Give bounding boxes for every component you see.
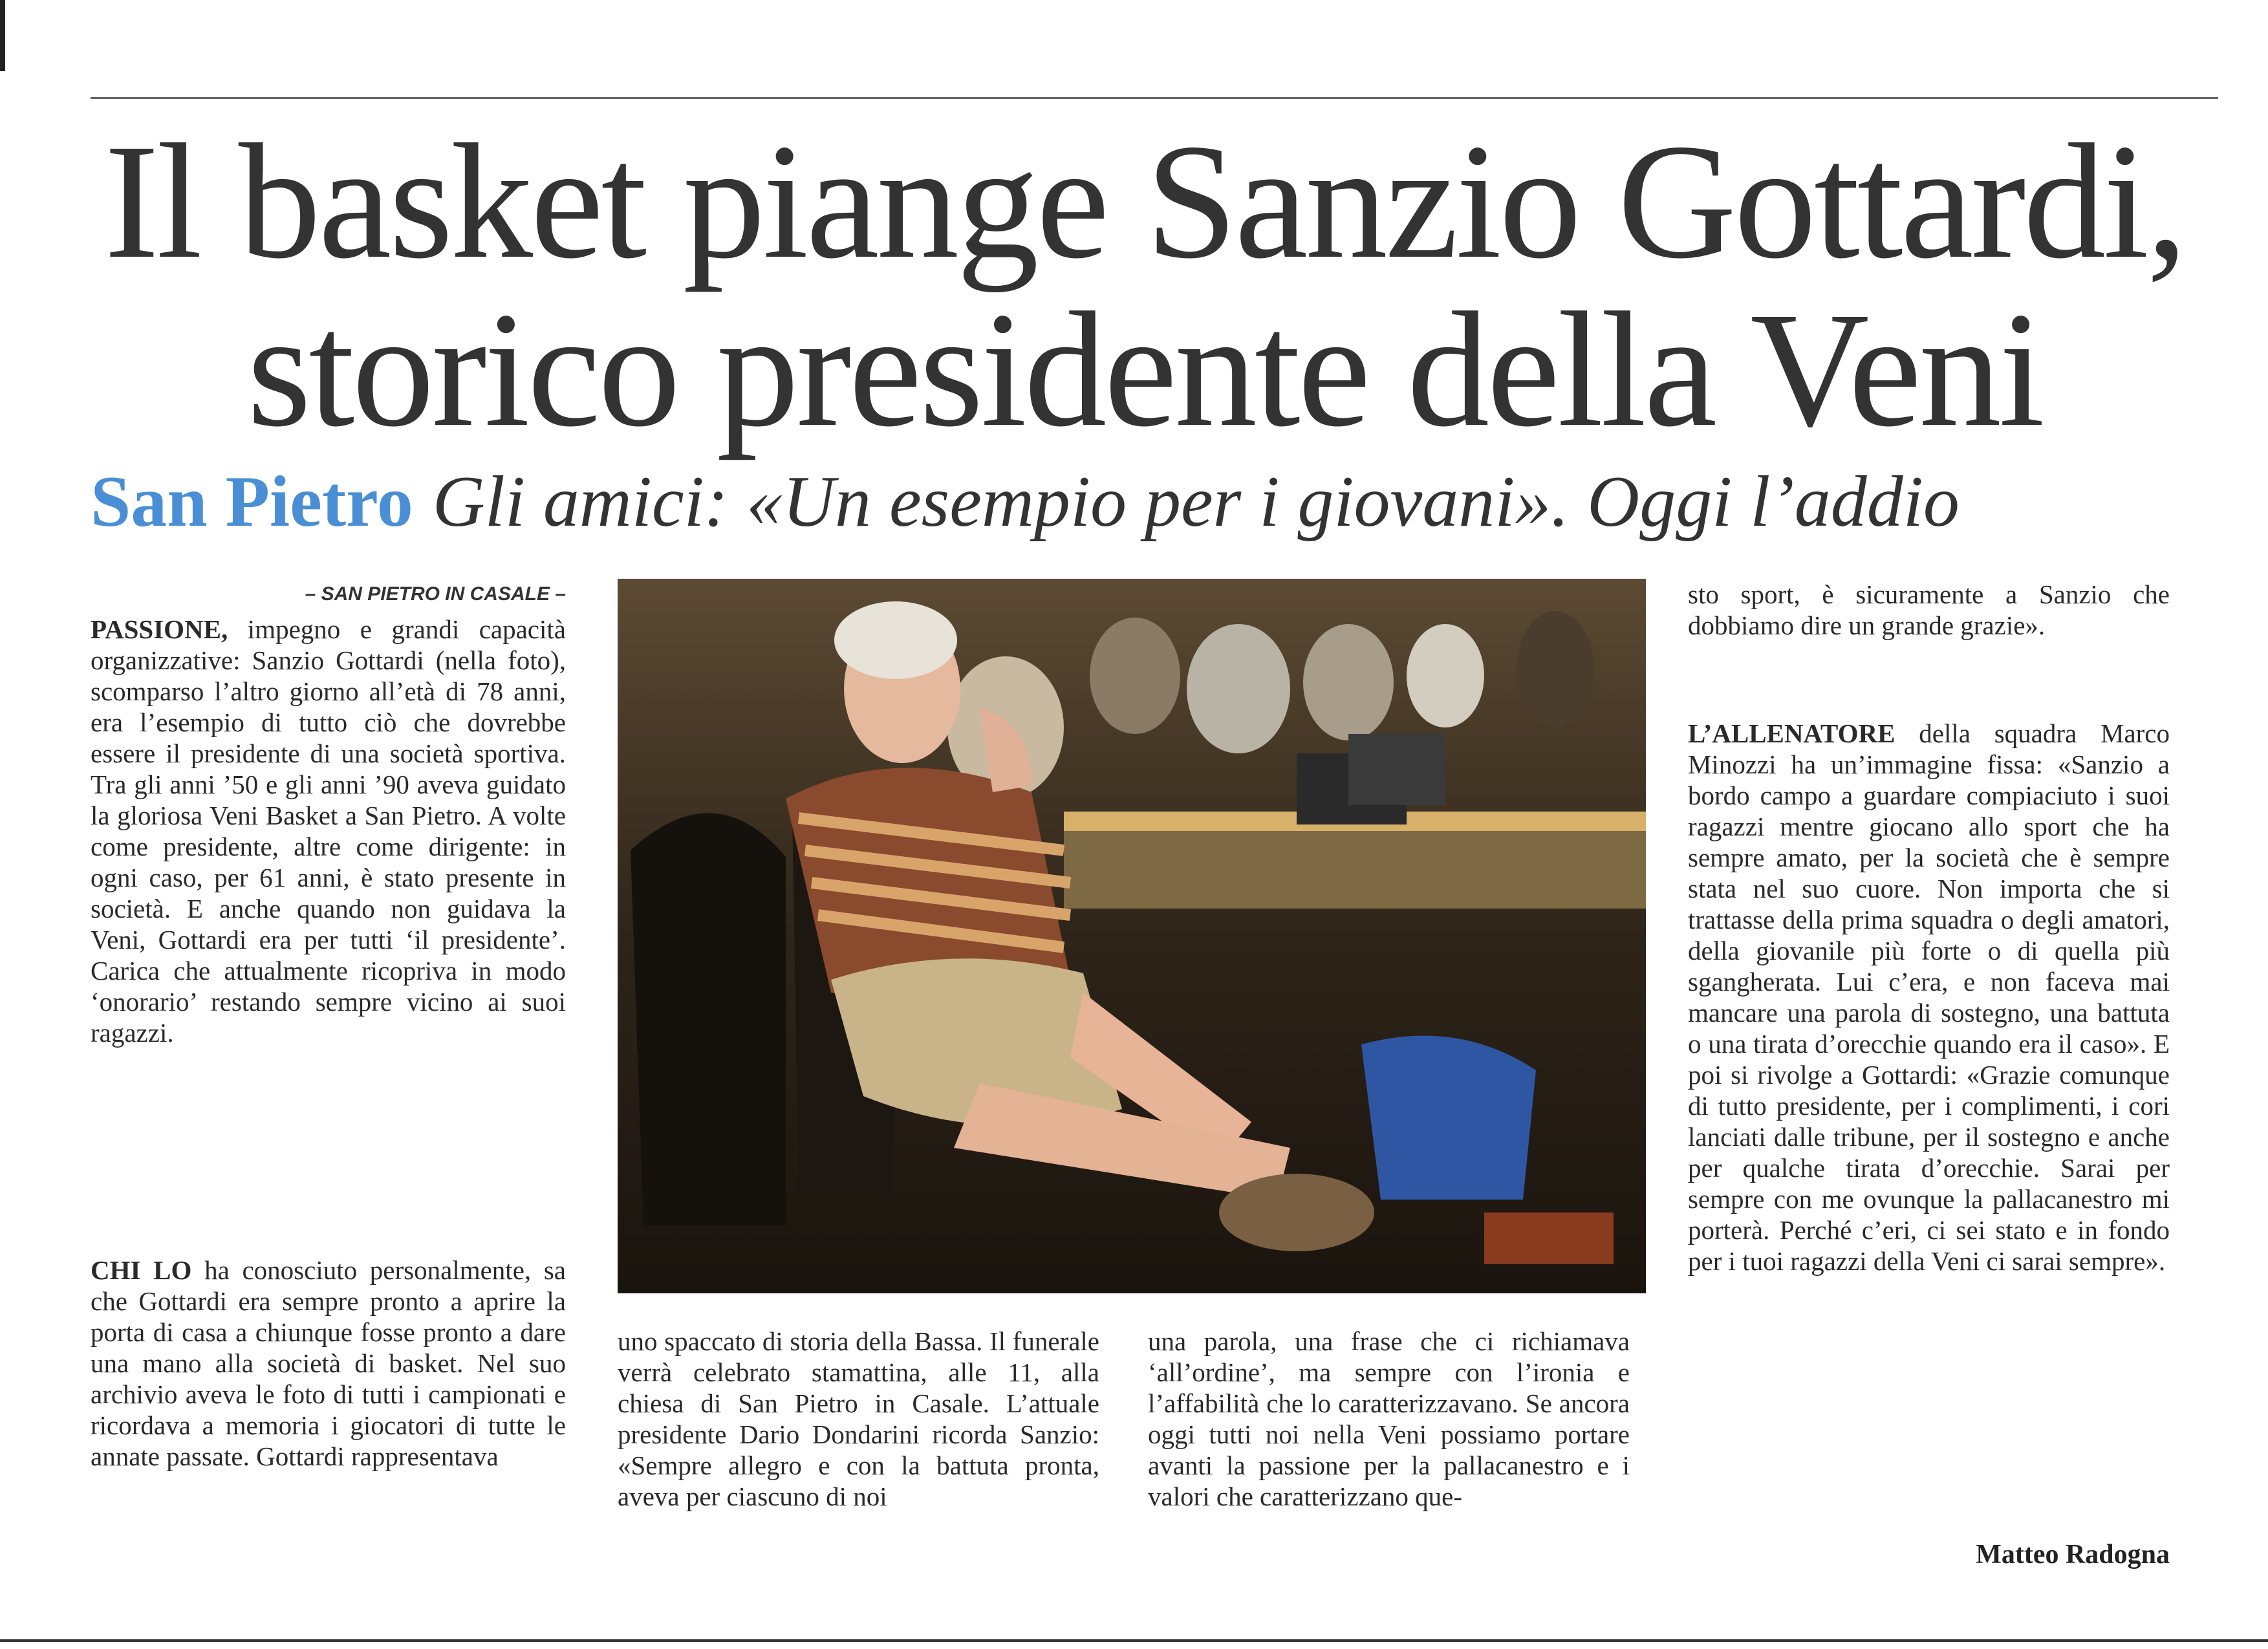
paragraph-3: [1688, 718, 2170, 1277]
paragraph-col2: uno spaccato di storia della Bassa. Il funerale verrà celebrato stamattina, alle 11, alla chiesa di San Pietro in Casale. L’attuale presidente Dario Dondarini ricorda Sanzio: «Sempre allegro e con la battuta pronta, aveva per ciascuno di noi: [618, 1326, 1099, 1511]
kicker-place: San Pietro: [91, 462, 413, 542]
top-rule: [91, 97, 2218, 99]
paragraph-lead: L’ALLENATORE: [1688, 718, 1895, 748]
headline-line-2: storico presidente della Veni: [247, 279, 2042, 461]
paragraph-text: ha conosciuto personalmente, sa che Gottardi era sempre pronto a aprire la porta di casa a chiunque fosse pronto a dare una mano alla società di basket. Nel suo archivio aveva le foto di tutti i campionati e ricordava a memoria i giocatori di tutte le annate passate. Gottardi rappresentava: [91, 1255, 566, 1471]
dateline: – SAN PIETRO IN CASALE –: [305, 583, 566, 605]
article-column-1: [91, 579, 566, 1048]
byline: Matteo Radogna: [1976, 1540, 2170, 1569]
article-column-4: [1688, 579, 2170, 641]
paragraph-col3: una parola, una frase che ci richiamava ‘all’ordine’, ma sempre con l’ironia e l’affabilità che lo caratterizzavano. Se ancora oggi tutti noi nella Veni possiamo portare avanti la passione per la pallacanestro e i valori che caratterizzano que-: [1148, 1326, 1630, 1511]
subheadline: [91, 462, 2225, 542]
paragraph-text: impegno e grandi capacità organizzative: Sanzio Gottardi (nella foto), scomparso l’altro giorno all’età di 78 anni, era l’esempio di tutto ciò che dovrebbe essere il presidente di una società sportiva. Tra gli anni ’50 e gli anni ’90 aveva guidato la gloriosa Veni Basket a San Pietro. A volte come presidente, altre come dirigente: in ogni caso, per 61 anni, è stato presente in società. E anche quando non guidava la Veni, Gottardi era per tutti ‘il presidente’. Carica che attualmente ricopriva in modo ‘onorario’ restando sempre vicino ai suoi ragazzi.: [91, 614, 566, 1048]
paragraph-text: della squadra Marco Minozzi ha un’immagine fissa: «Sanzio a bordo campo a guardare compiaciuto i suoi ragazzi mentre giocano allo sport che ha sempre amato, per la società che è sempre stata nel suo cuore. Non importa che si trattasse della prima squadra o degli amatori, della giovanile più forte o di quella più sgangherata. Lui c’era, e non faceva mai mancare una parola di sostegno, una battuta o una tirata d’orecchie quando era il caso». E poi si rivolge a Gottardi: «Grazie comunque di tutto presidente, per i complimenti, i cori lanciati dalle tribune, per il sostegno e anche per qualche tirata d’orecchie. Sarai per sempre con me ovunque la pallacanestro mi porterà. Perché c’eri, ci sei stato e in fondo per i tuoi ragazzi della Veni ci sarai sempre».: [1688, 718, 2170, 1276]
paragraph-lead: PASSIONE,: [91, 614, 228, 644]
article-column-1-lower: [91, 1255, 566, 1472]
subhead-quote: Gli amici: «Un esempio per i giovani». Oggi l’addio: [432, 462, 1960, 542]
bottom-rule: [0, 1639, 2268, 1642]
headline-line-1: Il basket piange Sanzio Gottardi,: [104, 111, 2185, 293]
article-column-4-lower: [1688, 718, 2170, 1277]
paragraph-1: [91, 614, 566, 1048]
paragraph-col4: sto sport, è sicuramente a Sanzio che dobbiamo dire un grande grazie».: [1688, 579, 2170, 640]
paragraph-2: [91, 1255, 566, 1472]
article-column-2: [618, 1326, 1099, 1512]
scan-edge-mark: [0, 0, 5, 71]
photo-illustration: [618, 579, 1646, 1293]
article-photo: [618, 579, 1646, 1293]
paragraph-lead: CHI LO: [91, 1255, 192, 1285]
article-column-3: [1148, 1326, 1630, 1512]
